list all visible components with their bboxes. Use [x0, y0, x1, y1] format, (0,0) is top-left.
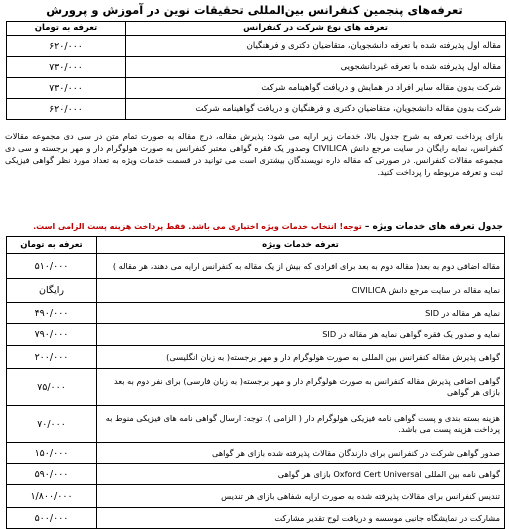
table-row: [7, 324, 505, 346]
table-row: [7, 346, 505, 369]
table-row: [7, 99, 506, 120]
service-amount: ۱/۸۰۰/۰۰۰: [7, 485, 97, 508]
page-title: تعرفه‌های پنجمین کنفرانس بین‌المللی تحقیقات نوین در آموزش و پرورش: [46, 3, 463, 17]
fee-description: مقاله اول پذیرفته شده با تعرفه دانشجویان، متقاضیان دکتری و فرهنگیان: [126, 36, 506, 57]
service-amount: ۷۵/۰۰۰: [7, 369, 97, 406]
table-row: [7, 464, 505, 485]
service-description: تندیس کنفرانس برای مقالات پذیرفته شده به صورت ارایه شفاهی بازای هر تندیس: [97, 485, 505, 508]
participation-fees-table: [6, 21, 506, 120]
column-header-fee: تعرفه به تومان: [7, 22, 126, 36]
special-services-heading: [5, 221, 503, 233]
column-header-services: تعرفه خدمات ویژه: [97, 237, 505, 254]
table-row: [7, 36, 506, 57]
service-description: گواهی اضافی پذیرش مقاله کنفرانس به صورت هولوگرام دار و مهر برجسته( به زبان فارسی) برای نفر دوم به بعد بازای هر گواهی: [97, 369, 505, 406]
services-paragraph: بازای پرداخت تعرفه به شرح جدول بالا، خدمات زیر ارایه می شود: پذیرش مقاله، درج مقاله به صورت تمام متن در سی دی مجموعه مقالات کنفرانس، نمایه رایگان در سایت مرجع دانش CIVILICA وصدور یک فقره گواهی معتبر کنفرانس به صورت هولوگرام دار و مهر برجسته و سی دی مجموعه مقالات کنفرانس. در صورتی که مقاله داره نویسندگان بیشتری است می توانید در قسمت خدمات ویژه به تعداد مورد نظر گواهی فیزیکی ثبت و تعرفه مربوطه را پرداخت کنید.: [5, 131, 504, 177]
table-row: [7, 369, 505, 406]
service-amount: ۷۹۰/۰۰۰: [7, 324, 97, 346]
service-description: گواهی پذیرش مقاله کنفرانس بین المللی به صورت هولوگرام دار و مهر برجسته( به زبان انگلیسی): [97, 346, 505, 369]
service-amount: ۱۵۰/۰۰۰: [7, 443, 97, 464]
table-row: [7, 78, 506, 99]
fee-amount: ۷۳۰/۰۰۰: [7, 57, 126, 78]
fee-amount: ۶۲۰/۰۰۰: [7, 36, 126, 57]
table-header-row: [7, 237, 505, 254]
fee-description: شرکت بدون مقاله سایر افراد در همایش و دریافت گواهینامه شرکت: [126, 78, 506, 99]
table-header-row: [7, 22, 506, 36]
column-header-fee: تعرفه به تومان: [7, 237, 97, 254]
service-amount: ۷۰/۰۰۰: [7, 406, 97, 443]
service-description: نمایه هر مقاله در SID: [97, 303, 505, 324]
service-amount: ۵۱۰/۰۰۰: [7, 254, 97, 279]
special-services-table: [6, 236, 505, 529]
service-amount: ۵۹۰/۰۰۰: [7, 464, 97, 485]
service-description: هزینه بسته بندی و پست گواهی نامه فیزیکی هولوگرام دار ( الزامی ). توجه: ارسال گواهی نامه های فیزیکی منوط به پرداخت هزینه پست می باشد.: [97, 406, 505, 443]
table-row: [7, 508, 505, 529]
fee-amount: ۷۳۰/۰۰۰: [7, 78, 126, 99]
column-header-type: تعرفه های نوع شرکت در کنفرانس: [126, 22, 506, 36]
table-row: [7, 279, 505, 303]
service-description: مشارکت در نمایشگاه جانبی موسسه و دریافت لوح تقدیر مشارکت: [97, 508, 505, 529]
service-description: صدور گواهی شرکت در کنفرانس برای دارندگان مقالات پذیرفته شده بازای هر گواهی: [97, 443, 505, 464]
service-description: گواهی نامه بین المللی Oxford Cert Universal بازای هر گواهی: [97, 464, 505, 485]
table-row: [7, 254, 505, 279]
section-note: توجه! انتخاب خدمات ویژه اختیاری می باشد. فقط پرداخت هزینه پست الزامی است.: [33, 222, 362, 231]
table-row: [7, 57, 506, 78]
service-amount: ۵۰۰/۰۰۰: [7, 508, 97, 529]
table-row: [7, 303, 505, 324]
table-row: [7, 406, 505, 443]
fee-amount: ۶۲۰/۰۰۰: [7, 99, 126, 120]
table-row: [7, 443, 505, 464]
service-description: نمایه و صدور یک فقره گواهی نمایه هر مقاله در SID: [97, 324, 505, 346]
fee-description: شرکت بدون مقاله دانشجویان، متقاضیان دکتری و فرهنگیان و دریافت گواهینامه شرکت: [126, 99, 506, 120]
service-description: مقاله اضافی دوم به بعد( مقاله دوم به بعد برای افرادی که بیش از یک مقاله به کنفرانس ارایه می دهند، هر مقاله ): [97, 254, 505, 279]
service-description: نمایه مقاله در سایت مرجع دانش CIVILICA: [97, 279, 505, 303]
service-amount: رایگان: [7, 279, 97, 303]
table-row: [7, 485, 505, 508]
section-title: جدول تعرفه های خدمات ویژه –: [364, 222, 503, 232]
fee-description: مقاله اول پذیرفته شده با تعرفه غیردانشجویی: [126, 57, 506, 78]
service-amount: ۴۹۰/۰۰۰: [7, 303, 97, 324]
service-amount: ۲۰۰/۰۰۰: [7, 346, 97, 369]
